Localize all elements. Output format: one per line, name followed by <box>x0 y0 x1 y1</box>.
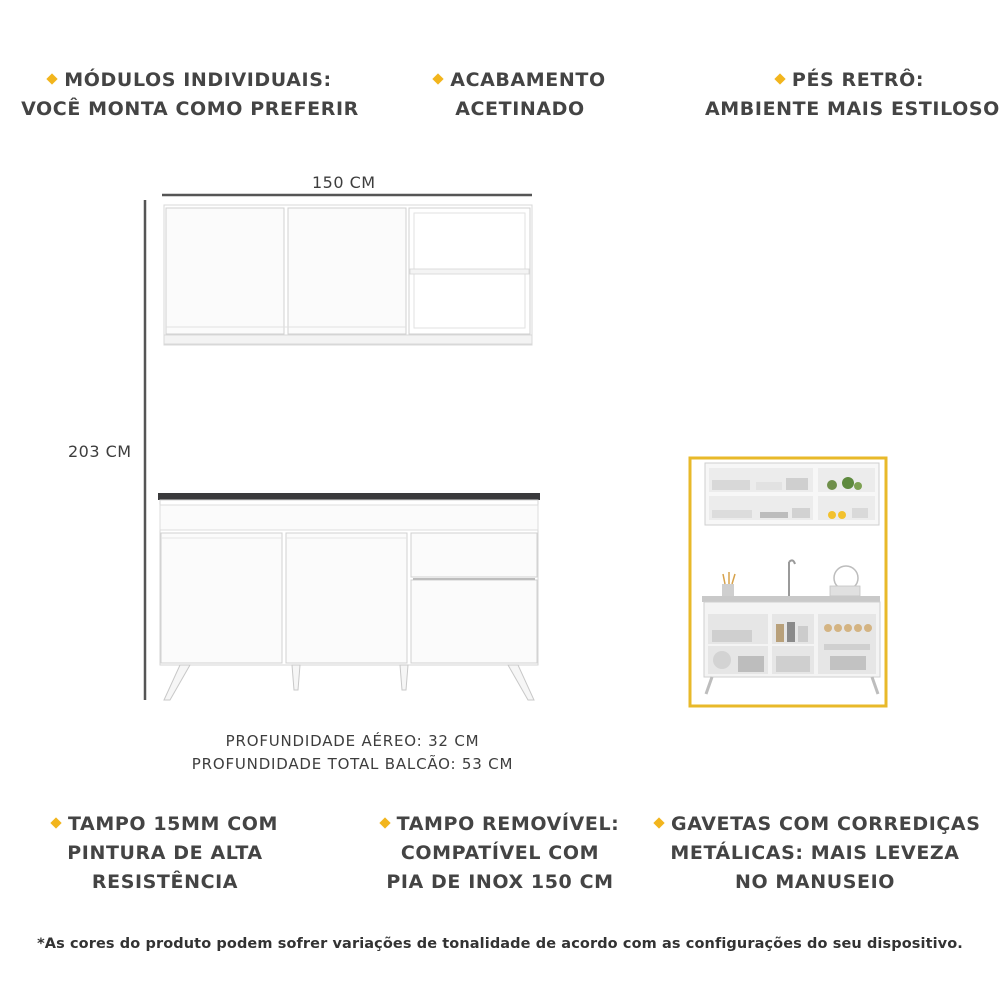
feature-line: ACETINADO <box>455 98 585 120</box>
feature-line: TAMPO REMOVÍVEL: <box>396 813 620 835</box>
leg <box>292 665 300 690</box>
depth-upper: PROFUNDIDADE AÉREO: 32 CM <box>225 732 480 750</box>
upper-door-right <box>288 208 406 334</box>
feature-line: TAMPO 15MM COM <box>67 813 279 835</box>
lower-door-middle <box>286 533 407 663</box>
drawer-bottom <box>411 580 537 663</box>
width-label: 150 CM <box>312 173 376 192</box>
leg <box>400 665 408 690</box>
height-label: 203 CM <box>68 442 132 461</box>
feature-line: PÉS RETRÔ: <box>791 69 925 91</box>
leg <box>164 665 190 700</box>
depth-counter: PROFUNDIDADE TOTAL BALCÃO: 53 CM <box>191 755 514 773</box>
feature-line: METÁLICAS: MAIS LEVEZA <box>670 842 960 864</box>
feature-line: MÓDULOS INDIVIDUAIS: <box>64 69 332 91</box>
feature-tampo-15mm <box>30 810 300 897</box>
depth-info <box>0 730 705 776</box>
lower-door-left <box>161 533 282 663</box>
feature-line: PIA DE INOX 150 CM <box>386 871 614 893</box>
feature-line: RESISTÊNCIA <box>91 871 239 893</box>
diamond-bullet-icon <box>50 817 61 828</box>
feature-line: GAVETAS COM CORREDIÇAS <box>671 813 981 835</box>
feature-line: AMBIENTE MAIS ESTILOSO <box>705 98 1000 120</box>
feature-line: COMPATÍVEL COM <box>400 842 600 864</box>
feature-line: VOCÊ MONTA COMO PREFERIR <box>21 98 359 120</box>
leg <box>508 665 534 700</box>
diamond-bullet-icon <box>379 817 390 828</box>
feature-line: PINTURA DE ALTA <box>67 842 263 864</box>
color-disclaimer: *As cores do produto podem sofrer variações de tonalidade de acordo com as configurações do seu dispositivo. <box>37 936 963 952</box>
upper-door-left <box>166 208 284 334</box>
feature-line: NO MANUSEIO <box>734 871 896 893</box>
inset-kitchen-photo <box>690 458 886 706</box>
countertop <box>158 493 540 500</box>
upper-cabinet <box>164 205 532 345</box>
lower-cabinet <box>158 493 540 700</box>
diamond-bullet-icon <box>653 817 664 828</box>
drawer-top <box>411 533 537 577</box>
feature-line: ACABAMENTO <box>450 69 606 91</box>
feature-gavetas <box>655 810 981 897</box>
feature-tampo-removivel <box>370 810 630 897</box>
